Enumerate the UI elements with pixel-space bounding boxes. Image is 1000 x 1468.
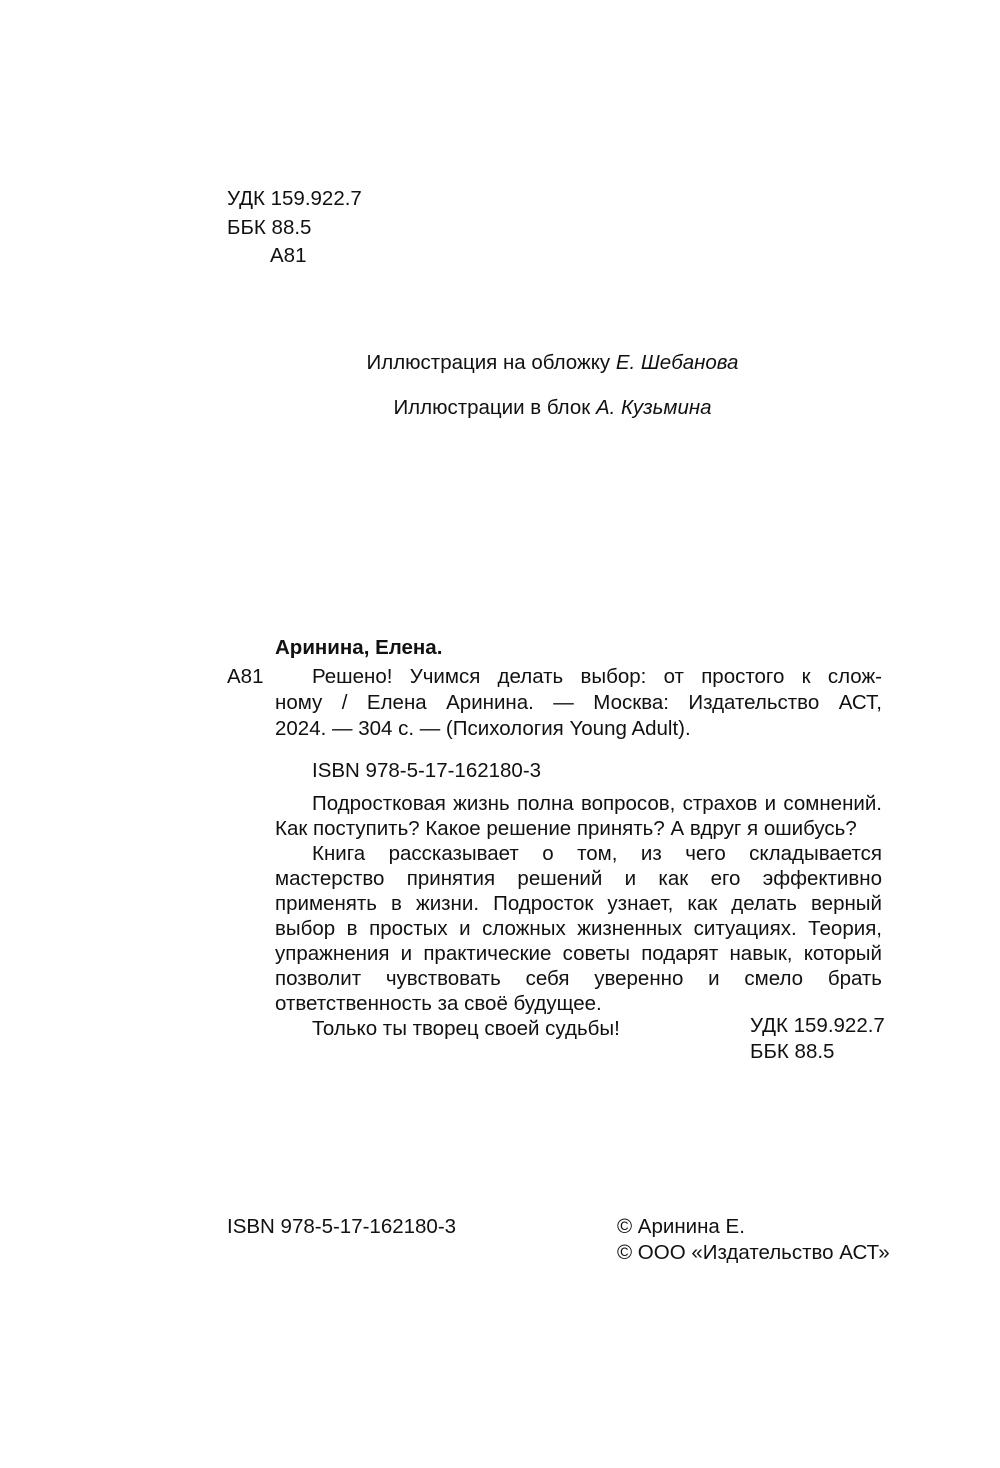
annotation-paragraph-3: Только ты творец своей судьбы! — [312, 1017, 620, 1040]
block-credit-artist: А. Кузьмина — [595, 396, 712, 419]
annotation-paragraph-1: Подростковая жизнь полна вопросов, страхов и сомнений. Как поступить? Какое решение принять? А вдруг я ошибусь? — [275, 792, 882, 840]
catalog-author: Аринина, Елена. — [275, 636, 443, 659]
catalog-annotation — [275, 791, 882, 1041]
catalog-udk: УДК 159.922.7 — [750, 1014, 885, 1037]
catalog-bbk: ББК 88.5 — [750, 1040, 835, 1063]
catalog-title-line-2: ному / Елена Аринина. — Москва: Издательство АСТ, — [275, 691, 882, 714]
catalog-isbn: ISBN 978-5-17-162180-3 — [312, 759, 542, 782]
catalog-mark: А81 — [227, 665, 264, 688]
footer-copyright-publisher: © ООО «Издательство АСТ» — [617, 1241, 890, 1264]
cover-credit — [0, 350, 1000, 375]
header-udk: УДК 159.922.7 — [227, 187, 362, 210]
catalog-title-line-3: 2024. — 304 с. — (Психология Young Adult). — [275, 717, 691, 740]
catalog-title-line-1: Решено! Учимся делать выбор: от простого к слож- — [312, 665, 882, 688]
block-credit — [0, 395, 1000, 420]
footer-isbn: ISBN 978-5-17-162180-3 — [227, 1215, 457, 1238]
block-credit-label: Иллюстрации в блок — [393, 396, 591, 419]
footer-copyright-author: © Аринина Е. — [617, 1215, 745, 1238]
cover-credit-artist: Е. Шебанова — [615, 351, 739, 374]
header-author-mark: А81 — [270, 244, 307, 267]
cover-credit-label: Иллюстрация на обложку — [366, 351, 611, 374]
annotation-paragraph-2: Книга рассказывает о том, из чего складывается мастерство принятия решений и как его эффективно применять в жизни. Подросток узнает, как делать верный выбор в простых и сложных жизненных ситуациях. Теория, упражнения и практические советы подарят навык, который позволит чувствовать себя уверенно и смело брать ответственность за своё будущее. — [275, 842, 882, 1015]
header-bbk: ББК 88.5 — [227, 216, 312, 239]
